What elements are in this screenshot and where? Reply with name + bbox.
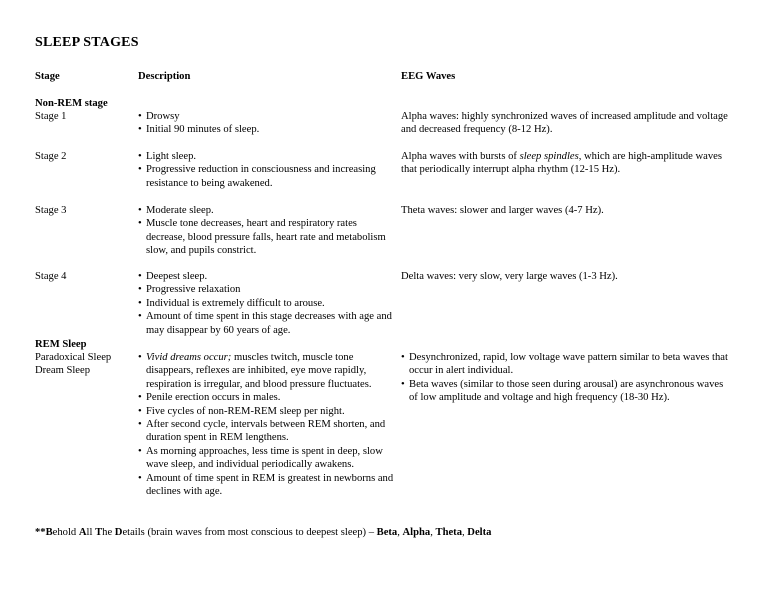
mnemonic-letter: T xyxy=(95,527,103,538)
rem-name-dream: Dream Sleep xyxy=(35,365,91,376)
mnemonic-word: etails xyxy=(122,527,145,538)
mnemonic-stars: ** xyxy=(35,527,46,538)
list-item: • Initial 90 minutes of sleep. xyxy=(138,123,398,136)
header-description: Description xyxy=(138,71,191,82)
mnemonic-letter: D xyxy=(114,527,123,538)
list-item: • Amount of time spent in this stage decreases with age and may disappear by 60 years of age. xyxy=(138,310,398,337)
mnemonic-letter: B xyxy=(45,527,53,538)
list-item: • As morning approaches, less time is spent in deep, slow wave sleep, and individual periodically awakens. xyxy=(138,445,398,472)
rem-emphasis: Vivid dreams occur; xyxy=(146,352,232,363)
list-item xyxy=(138,351,398,391)
page-title: SLEEP STAGES xyxy=(35,35,139,50)
list-item: • Muscle tone decreases, heart and respiratory rates decrease, blood pressure falls, heart rate and metabolism slow, and pupils constrict. xyxy=(138,217,398,257)
section-rem: REM Sleep xyxy=(35,339,87,350)
header-eeg-waves: EEG Waves xyxy=(401,71,456,82)
wave-delta: Delta xyxy=(467,527,492,538)
stage-3-eeg: Theta waves: slower and larger waves (4-7 Hz). xyxy=(401,205,604,216)
list-item: • Individual is extremely difficult to arouse. xyxy=(138,297,398,310)
eeg-text: Alpha waves with bursts of xyxy=(401,151,520,162)
list-item: • Progressive relaxation xyxy=(138,283,398,296)
list-item: • Progressive reduction in consciousness and increasing resistance to being awakened. xyxy=(138,163,398,190)
rem-eeg xyxy=(401,351,731,405)
stage-2-description xyxy=(138,150,398,190)
list-item: • Light sleep. xyxy=(138,150,398,163)
list-item: • Moderate sleep. xyxy=(138,204,398,217)
separator: , xyxy=(430,527,436,538)
stage-4-name: Stage 4 xyxy=(35,271,67,282)
stage-4-eeg: Delta waves: very slow, very large waves (1-3 Hz). xyxy=(401,271,618,282)
mnemonic-word: ehold xyxy=(52,527,79,538)
stage-4-description xyxy=(138,270,398,337)
list-item: • Deepest sleep. xyxy=(138,270,398,283)
list-item: • Beta waves (similar to those seen during arousal) are asynchronous waves of low amplitude and voltage and high frequency (18-30 Hz). xyxy=(401,378,731,405)
mnemonic-footer xyxy=(35,526,491,539)
list-item: • After second cycle, intervals between REM shorten, and duration spent in REM lengthens. xyxy=(138,418,398,445)
mnemonic-word: he xyxy=(102,527,115,538)
list-item: • Five cycles of non-REM-REM sleep per night. xyxy=(138,405,398,418)
stage-2-name: Stage 2 xyxy=(35,151,67,162)
wave-beta: Beta xyxy=(376,527,398,538)
mnemonic-word: ll xyxy=(86,527,96,538)
rem-desc-text: muscles twitch, muscle tone disappears, reflexes are inhibited, eye move rapidly, respiration is irregular, and blood pressure fluctuates. xyxy=(146,352,372,390)
mnemonic-letter: A xyxy=(78,527,87,538)
stage-1-name: Stage 1 xyxy=(35,111,67,122)
stage-3-name: Stage 3 xyxy=(35,205,67,216)
list-item: • Drowsy xyxy=(138,110,398,123)
list-item: • Amount of time spent in REM is greatest in newborns and declines with age. xyxy=(138,472,398,499)
eeg-emphasis: sleep spindles xyxy=(519,151,579,162)
separator: , xyxy=(397,527,403,538)
mnemonic-middle: (brain waves from most conscious to deepest sleep) – xyxy=(144,527,377,538)
section-nonrem: Non-REM stage xyxy=(35,98,108,109)
rem-description xyxy=(138,351,398,498)
stage-2-eeg xyxy=(401,150,731,177)
stage-1-description xyxy=(138,110,398,137)
separator: , xyxy=(462,527,468,538)
eeg-text: , which are high-amplitude waves that periodically interrupt alpha rhythm (12-15 Hz). xyxy=(401,151,722,176)
wave-theta: Theta xyxy=(435,527,462,538)
list-item: • Penile erection occurs in males. xyxy=(138,391,398,404)
header-stage: Stage xyxy=(35,71,60,82)
list-item: • Desynchronized, rapid, low voltage wave pattern similar to beta waves that occur in alert individual. xyxy=(401,351,731,378)
stage-1-eeg: Alpha waves: highly synchronized waves of increased amplitude and voltage and decreased frequency (8-12 Hz). xyxy=(401,111,728,136)
stage-3-description xyxy=(138,204,398,258)
rem-name-paradoxical: Paradoxical Sleep xyxy=(35,352,112,363)
wave-alpha: Alpha xyxy=(402,527,431,538)
